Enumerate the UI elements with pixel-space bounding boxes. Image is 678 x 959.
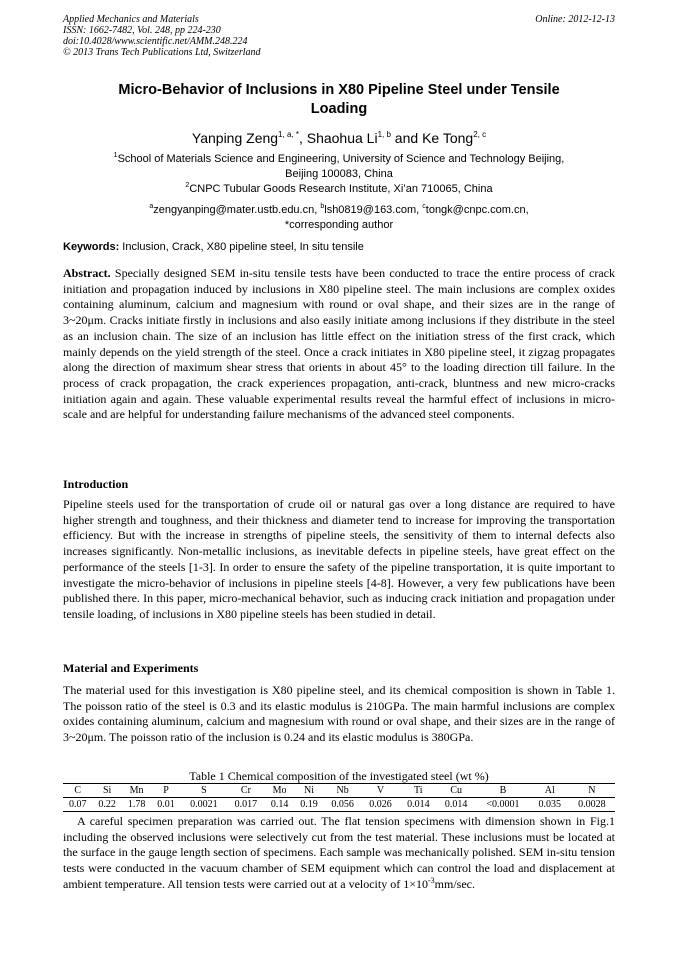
table-header-cell: P — [151, 784, 180, 798]
table-header-row — [63, 784, 615, 798]
table-row — [63, 798, 615, 812]
table-cell: 0.14 — [265, 798, 294, 812]
affiliation-superscript: 1 — [113, 152, 118, 159]
author-separator: , — [298, 130, 307, 146]
table-cell: 0.014 — [399, 798, 437, 812]
email-superscript: a — [149, 203, 154, 210]
email-address: tongk@cnpc.com.cn, — [425, 204, 529, 216]
author-name: Shaohua Li — [306, 130, 378, 146]
abstract — [63, 266, 615, 423]
materials-paragraph-2-unit: mm/sec. — [434, 876, 475, 891]
corresponding-author-note: *corresponding author — [284, 219, 394, 231]
keywords-label: Keywords: — [63, 241, 120, 253]
paper-title — [63, 81, 615, 119]
table-cell: 0.014 — [437, 798, 475, 812]
author-name: Ke Tong — [422, 130, 474, 146]
table-header-cell: Cu — [437, 784, 475, 798]
paper-title-line-1: Micro-Behavior of Inclusions in X80 Pipeline Steel under Tensile — [118, 82, 560, 98]
table-header-cell: Ni — [294, 784, 323, 798]
materials-paragraph-2 — [63, 814, 615, 893]
composition-table — [63, 783, 615, 812]
journal-header — [63, 14, 615, 58]
online-date: Online: 2012-12-13 — [535, 14, 615, 25]
keywords — [63, 240, 615, 255]
table-header-cell: Mn — [122, 784, 151, 798]
author-superscript: 1, b — [377, 130, 391, 139]
table-header-cell: Mo — [265, 784, 294, 798]
table-header-cell: Nb — [324, 784, 362, 798]
table-header-cell: Si — [92, 784, 121, 798]
table-cell: 0.22 — [92, 798, 121, 812]
paper-title-line-2: Loading — [310, 101, 368, 117]
exponent-superscript: -3 — [427, 875, 435, 885]
table-header-cell: Al — [531, 784, 569, 798]
table-cell: 0.017 — [227, 798, 265, 812]
email-superscript: c — [422, 203, 426, 210]
affiliation-text: CNPC Tubular Goods Research Institute, Xi’an 710065, China — [189, 183, 493, 195]
section-heading-introduction: Introduction — [63, 477, 129, 491]
keywords-text: Inclusion, Crack, X80 pipeline steel, In situ tensile — [119, 241, 364, 253]
author-separator: and — [390, 130, 423, 146]
author-list — [63, 129, 615, 147]
email-address: zengyanping@mater.ustb.edu.cn, — [153, 204, 321, 216]
journal-name: Applied Mechanics and Materials — [63, 14, 199, 25]
table-cell: 0.0021 — [181, 798, 227, 812]
table-cell: 0.0028 — [569, 798, 615, 812]
table-cell: 0.035 — [531, 798, 569, 812]
table-header-cell: C — [63, 784, 92, 798]
issn-line: ISSN: 1662-7482, Vol. 248, pp 224-230 — [63, 25, 221, 36]
table-header-cell: Ti — [399, 784, 437, 798]
table-header-cell: Cr — [227, 784, 265, 798]
affiliation-superscript: 2 — [185, 182, 190, 189]
email-superscript: b — [320, 203, 325, 210]
email-address: lsh0819@163.com, — [324, 204, 423, 216]
author-superscript: 1, a, * — [278, 130, 299, 139]
author-emails — [63, 203, 615, 233]
copyright-line: © 2013 Trans Tech Publications Ltd, Switzerland — [63, 47, 261, 58]
table-cell: 0.026 — [362, 798, 400, 812]
table-cell: 1.78 — [122, 798, 151, 812]
affiliations — [63, 152, 615, 197]
abstract-label: Abstract. — [63, 266, 111, 280]
table-cell: <0.0001 — [475, 798, 531, 812]
table-cell: 0.01 — [151, 798, 180, 812]
author-superscript: 2, c — [473, 130, 487, 139]
table-cell: 0.19 — [294, 798, 323, 812]
introduction-paragraph: Pipeline steels used for the transportation of crude oil or natural gas over a long distance are required to have higher strength and toughness, and their thickness and diameter tend to increase for improving the transportation efficiency. But with the increase in strengths of pipeline steels, the sensitivity of them to internal defects also increases significantly. Non-metallic inclusions, as inevitable defects in pipeline steels, have great effect on the performance of the steels [1-3]. In order to ensure the safety of the pipeline transportation, it is quite important to investigate the micro-behavior of inclusions in pipeline steels [4-8]. However, a very few publications have been published there. In this paper, micro-mechanical behavior, such as inducing crack initiation and propagation under tensile loading, of inclusions in X80 pipeline steels has been studied in detail. — [63, 497, 615, 621]
materials-paragraph-2-text: A careful specimen preparation was carried out. The flat tension specimens with dimension shown in Fig.1 including the observed inclusions were selectively cut from the test material. These inclusions must be located at the surface in the gauge length section of specimens. Each sample was mechanically polished. SEM in-situ tension tests were conducted in the vacuum chamber of SEM equipment which can control the load and displacement at ambient temperature. All tension tests were carried out at a velocity of 1×10 — [63, 814, 615, 891]
section-heading-materials: Material and Experiments — [63, 661, 199, 675]
email-line — [63, 203, 615, 218]
table-header-cell: V — [362, 784, 400, 798]
table-header-cell: S — [181, 784, 227, 798]
materials-paragraph-1: The material used for this investigation is X80 pipeline steel, and its chemical composition is shown in Table 1. The poisson ratio of the steel is 0.3 and its elastic modulus is 210GPa. The main harmful inclusions are complex oxides containing aluminum, calcium and magnesium with round or oval shape, and their sizes are in the range of 3~20μm. The poisson ratio of the inclusion is 0.24 and its elastic modulus is 380GPa. — [63, 683, 615, 745]
table-cell: 0.056 — [324, 798, 362, 812]
affiliation-text: School of Materials Science and Engineering, University of Science and Technology Beijing, — [117, 153, 565, 165]
table-cell: 0.07 — [63, 798, 92, 812]
abstract-text: Specially designed SEM in-situ tensile tests have been conducted to trace the entire process of crack initiation and propagation induced by inclusions in X80 pipeline steel. The main inclusions are complex oxides containing aluminum, calcium and magnesium with round or oval shape, and their sizes are in the range of 3~20μm. Cracks initiate firstly in inclusions and also easily initiate among inclusions if they distribute in the steel as an inclusion chain. The size of an inclusion has little effect on the initiation stress of the first crack, which mainly depends on the yield strength of the steel. Once a crack initiates in X80 pipeline steel, it zigzag propagates along the direction of maximum shear stress that orients in about 45° to the loading direction till failure. In the process of crack propagation, the crack experiences propagation, anti-crack, bluntness and new micro-cracks initiation again and again. These valuable experimental results reveal the harmful effect of inclusions in micro-scale and are helpful for understanding failure mechanisms of the advanced steel components. — [63, 266, 615, 422]
affiliation-1 — [63, 152, 615, 167]
table-header-cell: B — [475, 784, 531, 798]
doi-line: doi:10.4028/www.scientific.net/AMM.248.224 — [63, 36, 248, 47]
author-name: Yanping Zeng — [191, 130, 279, 146]
affiliation-1-cont: Beijing 100083, China — [285, 168, 393, 180]
table-caption: Table 1 Chemical composition of the investigated steel (wt %) — [189, 769, 489, 783]
table-header-cell: N — [569, 784, 615, 798]
affiliation-2 — [63, 182, 615, 197]
